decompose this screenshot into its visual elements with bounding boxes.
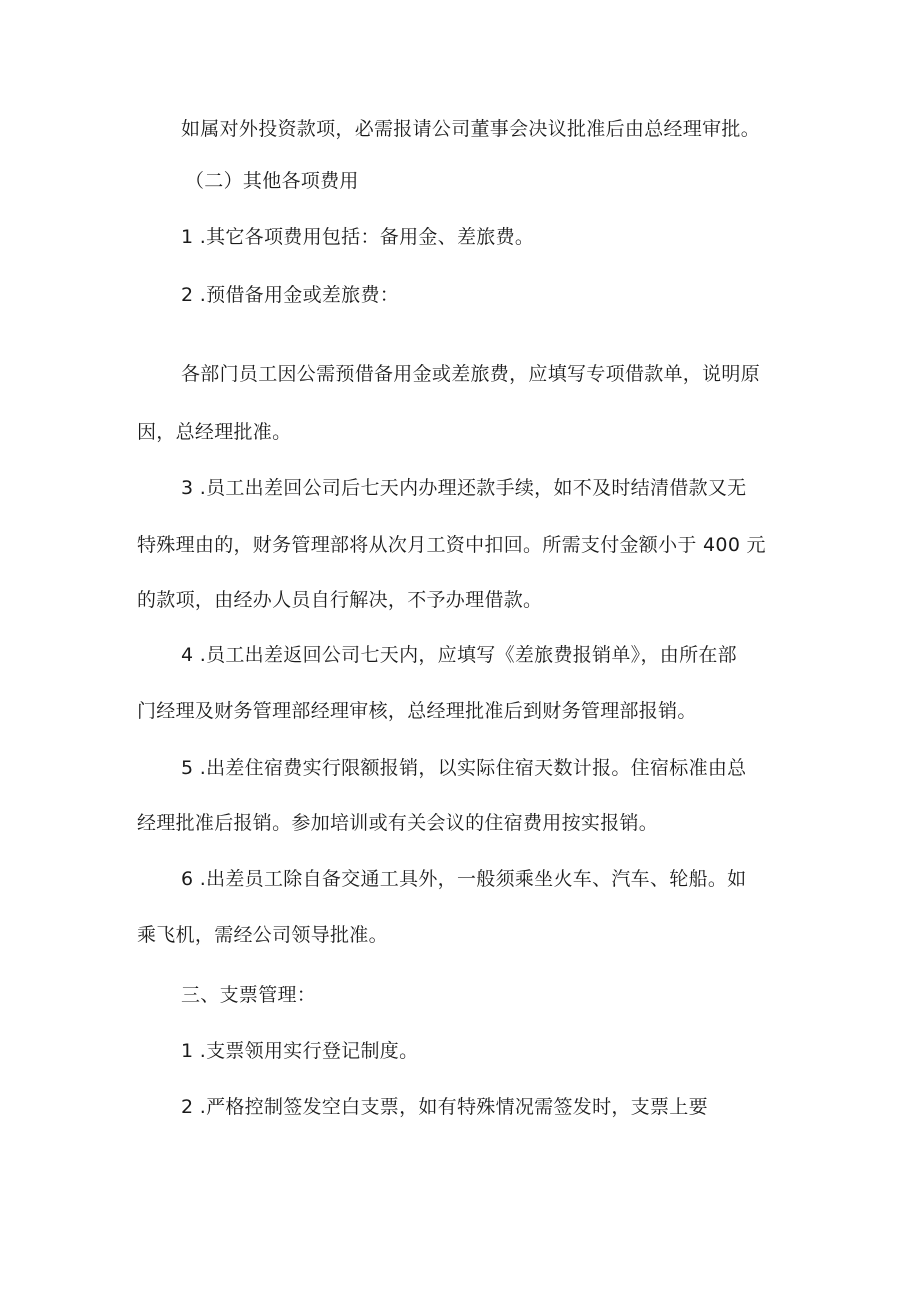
section-heading: 三、支票管理：	[181, 984, 317, 1006]
list-item: 1 .其它各项费用包括：备用金、差旅费。	[181, 226, 535, 248]
paragraph-line: 乘飞机，需经公司领导批准。	[137, 924, 388, 946]
paragraph-line: 如属对外投资款项，必需报请公司董事会决议批准后由总经理审批。	[181, 118, 761, 140]
list-item: 2 .预借备用金或差旅费：	[181, 284, 400, 306]
section-heading: （二）其他各项费用	[185, 170, 359, 192]
list-item: 3 .员工出差回公司后七天内办理还款手续，如不及时结清借款又无	[181, 477, 747, 499]
list-item: 2 .严格控制签发空白支票，如有特殊情况需签发时，支票上要	[181, 1096, 708, 1118]
paragraph-line: 的款项，由经办人员自行解决，不予办理借款。	[137, 589, 543, 611]
paragraph-line: 经理批准后报销。参加培训或有关会议的住宿费用按实报销。	[137, 812, 659, 834]
paragraph-line: 特殊理由的，财务管理部将从次月工资中扣回。所需支付金额小于 400 元	[137, 534, 766, 556]
list-item: 1 .支票领用实行登记制度。	[181, 1040, 419, 1062]
paragraph-line: 因，总经理批准。	[137, 421, 292, 443]
list-item: 5 .出差住宿费实行限额报销，以实际住宿天数计报。住宿标准由总	[181, 757, 747, 779]
paragraph-line: 门经理及财务管理部经理审核，总经理批准后到财务管理部报销。	[137, 700, 697, 722]
list-item: 6 .出差员工除自备交通工具外，一般须乘坐火车、汽车、轮船。如	[181, 868, 747, 890]
list-item: 4 .员工出差返回公司七天内，应填写《差旅费报销单》，由所在部	[181, 644, 737, 666]
paragraph-line: 各部门员工因公需预借备用金或差旅费，应填写专项借款单，说明原	[181, 363, 761, 385]
